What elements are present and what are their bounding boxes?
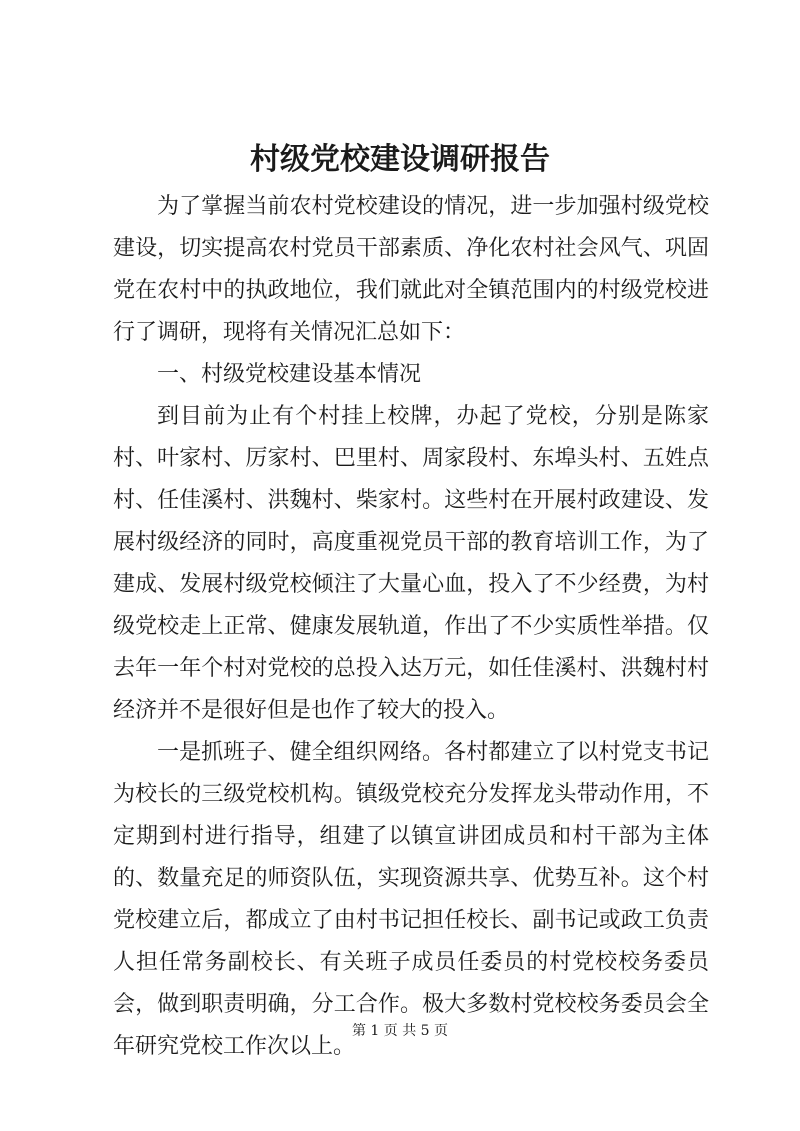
document-title: 村级党校建设调研报告	[250, 142, 550, 177]
paragraph-organization: 一是抓班子、健全组织网络。各村都建立了以村党支书记为校长的三级党校机构。镇级党校充分发挥龙头带动作用，不定期到村进行指导，组建了以镇宣讲团成员和村干部为主体的、数量充足的师资队伍，实现资源共享、优势互补。这个村党校建立后，都成立了由村书记担任校长、副书记或政工负责人担任常务副校长、有关班子成员任委员的村党校校务委员会，做到职责明确，分工合作。极大多数村党校校务委员会全年研究党校工作次以上。	[113, 740, 709, 1059]
page-footer: 第 1 页 共 5 页	[351, 1023, 449, 1039]
section-heading-1: 一、村级党校建设基本情况	[157, 362, 422, 387]
paragraph-overview: 到目前为止有个村挂上校牌，办起了党校，分别是陈家村、叶家村、厉家村、巴里村、周家段村、东埠头村、五姓点村、任佳溪村、洪魏村、柴家村。这些村在开展村政建设、发展村级经济的同时，高度重视党员干部的教育培训工作，为了建成、发展村级党校倾注了大量心血，投入了不少经费，为村级党校走上正常、健康发展轨道，作出了不少实质性举措。仅去年一年个村对党校的总投入达万元，如任佳溪村、洪魏村村经济并不是很好但是也作了较大的投入。	[113, 404, 709, 723]
paragraph-intro: 为了掌握当前农村党校建设的情况，进一步加强村级党校建设，切实提高农村党员干部素质、净化农村社会风气、巩固党在农村中的执政地位，我们就此对全镇范围内的村级党校进行了调研，现将有关情况汇总如下：	[113, 194, 709, 345]
document-body	[113, 186, 709, 1068]
